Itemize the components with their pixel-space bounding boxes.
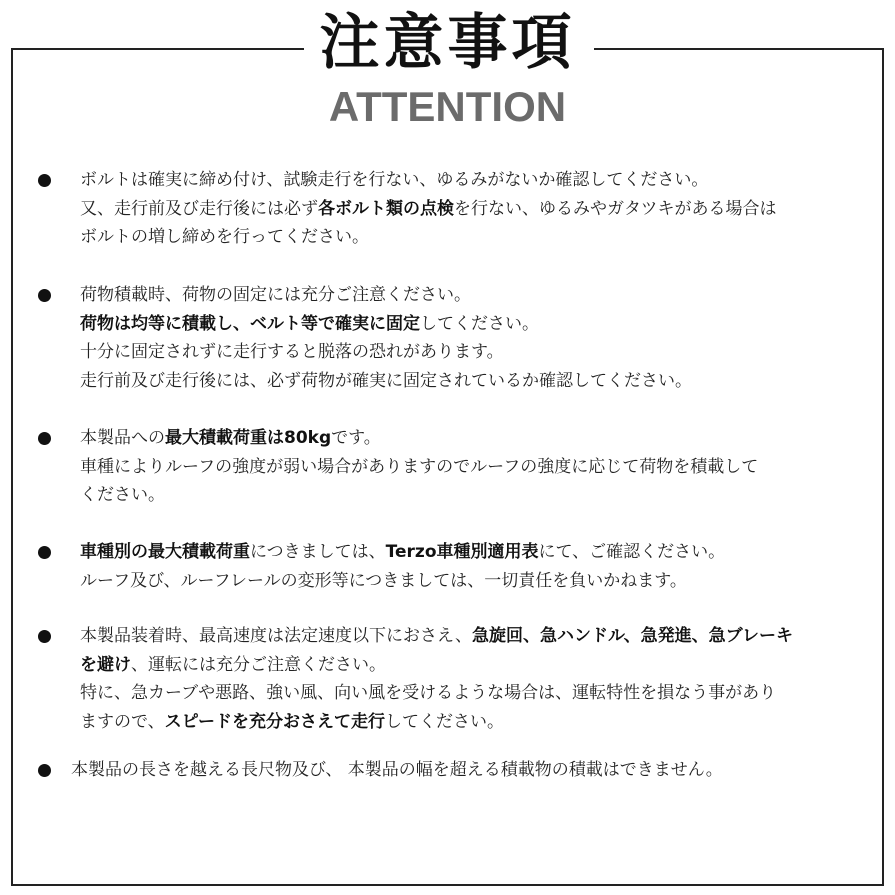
notice-line — [80, 367, 870, 396]
bullet-icon — [38, 432, 51, 445]
emphasis-text: 最大積載荷重は80kg — [165, 428, 332, 448]
page-subtitle: ATTENTION — [328, 83, 567, 130]
notice-text — [80, 538, 870, 595]
bullet-icon — [38, 630, 51, 643]
text-segment: 、運転には充分ご注意ください。 — [131, 654, 386, 675]
text-segment: 本製品への — [80, 428, 165, 448]
page-title: 注意事項 — [319, 8, 576, 78]
emphasis-text: 急旋回、急ハンドル、急発進、急ブレーキ — [472, 626, 793, 646]
bullet-icon — [38, 174, 51, 187]
notice-line — [71, 756, 861, 785]
bullet-icon — [38, 764, 51, 777]
text-segment: 本製品装着時、最高速度は法定速度以下におさえ、 — [80, 626, 473, 646]
text-segment: ますので、 — [80, 711, 165, 732]
notice-line — [80, 310, 870, 339]
text-segment: を行ない、ゆるみやガタツキがある場合は — [454, 198, 777, 219]
notice-text — [80, 166, 870, 252]
emphasis-text: 車種別の最大積載荷重 — [80, 542, 250, 562]
notice-line — [80, 166, 870, 195]
text-segment: 本製品の長さを越える長尺物及び、 本製品の幅を超える積載物の積載はできません。 — [71, 760, 723, 780]
notice-line — [80, 622, 870, 651]
text-segment: ルーフ及び、ルーフレールの変形等につきましては、一切責任を負いかねます。 — [80, 570, 687, 591]
text-segment: 車種によりルーフの強度が弱い場合がありますのでルーフの強度に応じて荷物を積載して — [80, 456, 759, 477]
text-segment: 又、走行前及び走行後には必ず — [80, 198, 318, 219]
notice-line — [80, 538, 870, 567]
notice-line — [80, 195, 870, 224]
bullet-icon — [38, 546, 51, 559]
notice-line — [80, 281, 870, 310]
emphasis-text: 荷物は均等に積載し、ベルト等で確実に固定 — [80, 313, 420, 334]
emphasis-text: 各ボルト類の点検 — [318, 198, 454, 219]
notice-line — [80, 567, 870, 596]
notice-text — [71, 756, 861, 785]
notice-line — [80, 708, 870, 737]
emphasis-text: Terzo車種別適用表 — [385, 542, 539, 562]
text-segment: です。 — [331, 428, 381, 448]
notice-line — [80, 481, 870, 510]
text-segment: につきましては、 — [250, 542, 386, 562]
text-segment: してください。 — [420, 313, 539, 334]
text-segment: にて、ご確認ください。 — [538, 542, 726, 562]
notice-line — [80, 338, 870, 367]
notice-line — [80, 223, 870, 252]
text-segment: してください。 — [385, 711, 504, 732]
emphasis-text: を避け — [80, 654, 131, 675]
emphasis-text: スピードを充分おさえて走行 — [164, 711, 385, 732]
notice-line — [80, 453, 870, 482]
text-segment: ボルトは確実に締め付け、試験走行を行ない、ゆるみがないか確認してください。 — [80, 170, 709, 190]
text-segment: ボルトの増し締めを行ってください。 — [80, 227, 369, 247]
text-segment: 特に、急カーブや悪路、強い風、向い風を受けるような場合は、運転特性を損なう事があり — [80, 683, 777, 703]
notice-text — [80, 281, 870, 395]
notice-line — [80, 679, 870, 708]
notice-line — [80, 651, 870, 680]
notice-text — [80, 424, 870, 510]
text-segment: 走行前及び走行後には、必ず荷物が確実に固定されているか確認してください。 — [80, 370, 692, 391]
bullet-icon — [38, 289, 51, 302]
text-segment: 十分に固定されずに走行すると脱落の恐れがあります。 — [80, 342, 504, 362]
text-segment: 荷物積載時、荷物の固定には充分ご注意ください。 — [80, 285, 471, 305]
notice-line — [80, 424, 870, 453]
text-segment: ください。 — [80, 485, 165, 505]
notice-text — [80, 622, 870, 736]
